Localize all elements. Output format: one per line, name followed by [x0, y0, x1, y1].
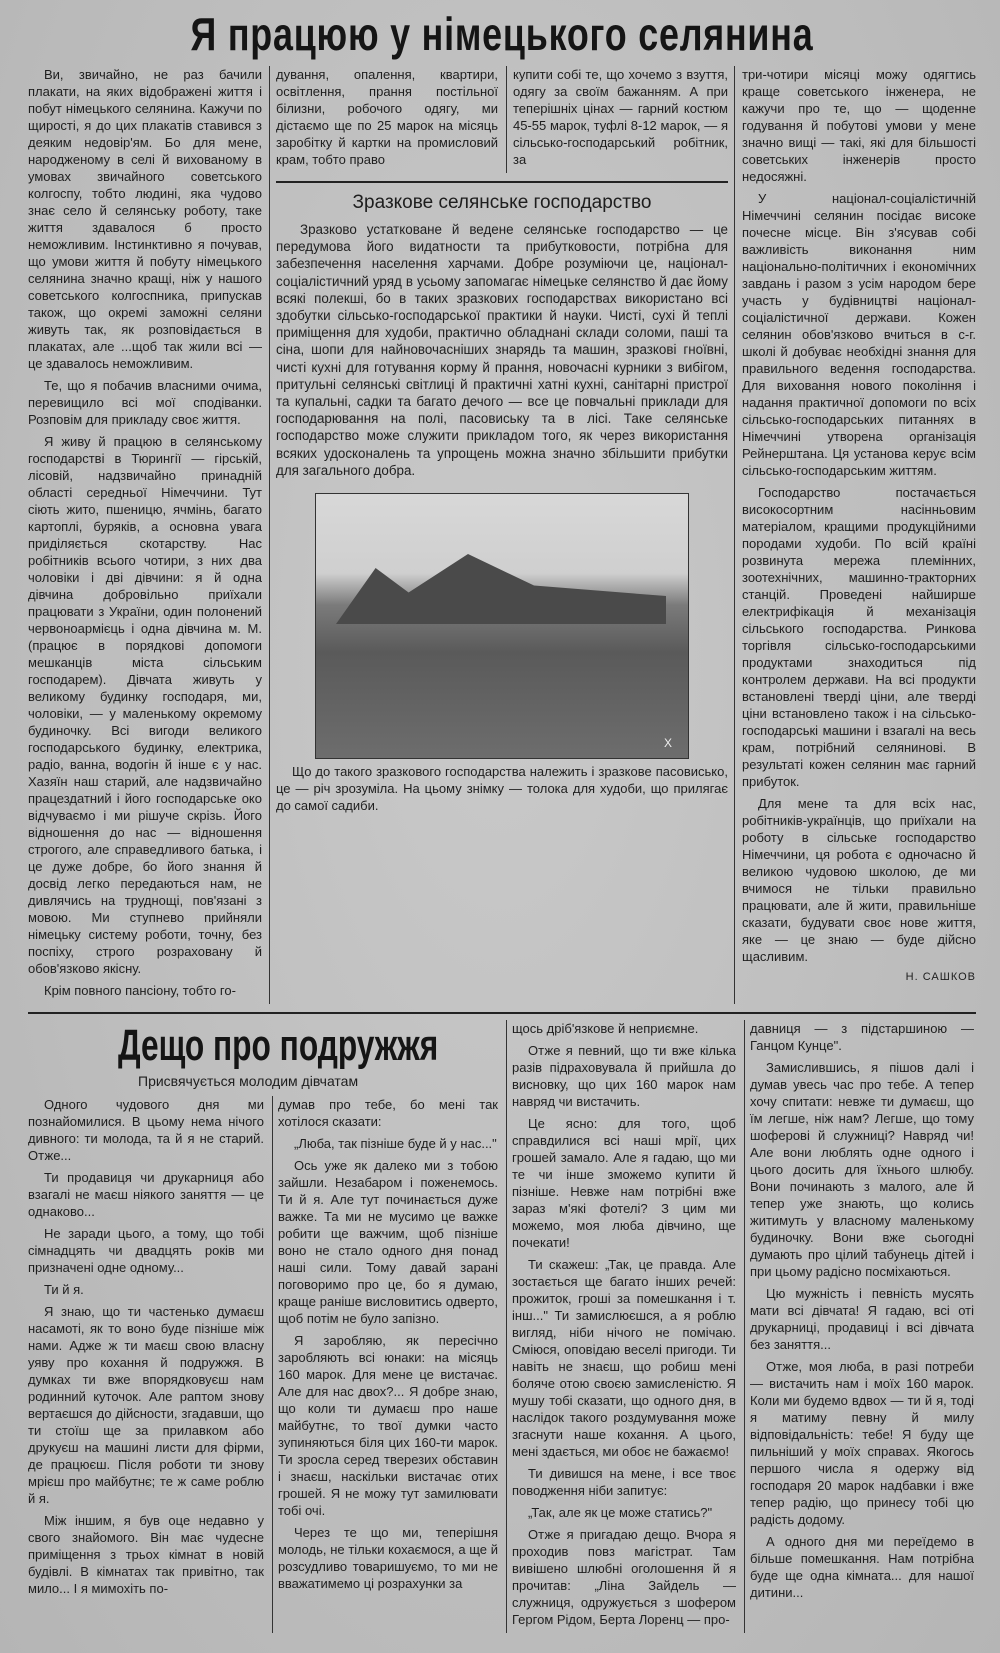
paragraph: Цю мужність і певність мусять мати всі дівчата! Я гадаю, всі оті друкарниці, продавиці і всі дівчата без заняття...: [750, 1286, 974, 1352]
paragraph: Я живу й працюю в селянському господарстві в Тюрингії — гірській, лісовій, надзвичайно принадній області середньої Німеччини. Тут сіють жито, пшеницю, ячмінь, багато картоплі, буряків, а основна увага приділяється скотарству. Нас робітників всього чотири, з них два чоловіки і дві дівчини: я й одна дівчина добровільно приїхали працювати з України, один полонений червоноармієць і одна дівчина м. М. (працює в порядкові допомоги мешканців міста сільським господарем). Дівчата живуть у великому будинку господаря, ми, чоловіки, — у маленькому окремому будиночку. Всі вигоди великого господарського будинку, електрика, радіо, ванна, водогін й інше є у нас. Хазяїн наш старий, але надзвичайно працездатний і його господарське око відчуваємо і ми рішуче скрізь. Його відношення до нас — відношення строгого, але справедливого батька, і це дуже добре, бо його знання й досвід легко передаються нам, не дивлячись на труднощі, пов'язані з мовою. Ми ступнево прийняли німецьку систему роботи, точну, без поспіху, строго розраховану й обов'язково якісну.: [28, 434, 262, 976]
article-column-2: [276, 66, 498, 173]
insert-text: [276, 221, 728, 479]
insert-heading: Зразкове селянське господарство: [352, 192, 652, 213]
paragraph: Ти продавиця чи друкарниця або взагалі не маєш ніякого заняття — це однаково...: [28, 1170, 264, 1219]
article-top-strip: [276, 66, 728, 173]
paragraph: Я знаю, що ти частенько думаєш насамоті, як то воно буде пізніше між нами. Адже ж ти маєш свою власну уяву про кохання й подружжя. В думках ти вже впорядковуєш нам родинний куточок. Але раптом знову вертаєшся до дійсности, згадавши, що ти стоїш ще за прилавком або друкуєш на машині листи для фірми, де працюєш. Після роботи ти знову мрієш про майбутнє; те ж саме роблю й я.: [28, 1304, 264, 1506]
paragraph: купити собі те, що хочемо з взуття, одягу за своїм бажанням. А при теперішніх цінах — гарний костюм 45-55 марок, туфлі 8-12 марок, — я сільсько-господарський робітник, за: [513, 67, 728, 167]
article-column-4-wrap: [742, 66, 976, 1004]
photo-caption: Що до такого зразкового господарства належить і зразкове пасовисько, це — річ зрозуміла. На цьому знімку — толока для худоби, що прилягає до самої садиби.: [276, 764, 728, 814]
paragraph: Ось уже як далеко ми з тобою зайшли. Незабаром і поженемось. Ти й я. Але тут починається дуже важке. Та ми не мусимо це важке робити ще важчим, щоб пізніше воно не стало одного дня понад наші сили. Тому давай зарані поговоримо про це, бо я думаю, краще раніше висловитись одверто, щоб потім не було запізно.: [278, 1158, 498, 1326]
article-column-3: [506, 66, 728, 173]
section-divider: [28, 1012, 976, 1014]
paragraph: Між іншим, я був оце недавно у свого знайомого. Він має чудесне приміщення з трьох кімнат в новій будівлі. В кімнатах так привітно, так мило... І я мимохіть по-: [28, 1513, 264, 1596]
paragraph: Через те що ми, теперішня молодь, не тільки кохаємося, а ще й розсудливо товаришуємо, то ми не вважатимемо ці розрахунки за: [278, 1525, 498, 1591]
article2-subtitle: Присвячується молодим дівчатам: [138, 1073, 359, 1089]
paragraph: Те, що я побачив власними очима, перевищило всі мої сподіванки. Розповім для прикладу своє життя.: [28, 378, 262, 427]
paragraph: Ти дивишся на мене, і все твоє поводження ніби запитує:: [512, 1466, 736, 1498]
paragraph: Крім повного пансіону, тобто го-: [44, 983, 236, 998]
article-title: Я працюю у німецького селянина: [190, 8, 814, 60]
paragraph: Зразково устатковане й ведене селянське господарство — це передумова його видатности та прибутковости, потрібна для забезпечення населення харчами. Добре розуміючи це, націонал-соціалістичний уряд в усьому запомагає німецьке селянство й дає йому всякі полекші, бо в таких зразкових господарствах використано всі здобутки сільсько-господарської практики й науки. Чисті, сухі й теплі приміщення для худоби, практично обладнані склади соломи, паші та сіна, шопи для найновочасніших знарядь та машин, зразкові гноївні, чисті кухні для готування корму й прання, новочасні курники з вибігом, притульні селянські світлиці й практичні хатні кухні, санітарні пристрої та купальні, садки та багато дечого — все це повчальні приклади для господарювання на полі, пасовиську та в лісі. Таке селянське господарство може служити прикладом того, як через використання всяких удосконалень та упрощень можна значно збільшити прибутки для загального добра.: [276, 222, 728, 478]
paragraph: „Так, але як це може статись?": [528, 1505, 713, 1520]
farm-photo: [315, 493, 689, 759]
paragraph: Ви, звичайно, не раз бачили плакати, на яких відображені життя і побут німецького селянина. Кажучи по щирості, я до цих плакатів ставився з деяким недовір'ям. Бо для мене, народженому в селі й вихованому в умовах звичайного советського колгоспу, тобто людині, яка чудово знає село й селянську роботу, таке життя здавалося б просто неможливим. Інстинктивно я почував, що умови життя й побуту німецького селянина значно кращі, ніж у нашого советського колгоспника, припускав також, що окремі заможні селяни живуть так, як розповідається в плакатах, але ...щоб так жили всі — це здавалось неможливим.: [28, 67, 262, 371]
article2-column-1: [28, 1096, 264, 1633]
photo-mark: X: [663, 736, 672, 751]
article2-body: [28, 1020, 976, 1633]
author-signature: Н. САШКОВ: [905, 971, 976, 983]
paragraph: дування, опалення, квартири, освітлення, прання постільної білизни, робочого одягу, ми дістаємо ще по 25 марок на місяць заробітку й картки на промисловий крам, тобто право: [276, 67, 498, 167]
paragraph: У націонал-соціалістичній Німеччині селянин посідає високе почесне місце. Він з'ясував собі важливість виконання ним національно-політичних і економічних завдань і разом з усім народом бере участь у будівництві націонал-соціалістичної держави. Кожен селянин обов'язково вчиться в с-г. школі й добуває необхідні знання для правильного ведення господарства. Для виховання нового покоління і надання практичної допомоги по всіх сільсько-господарських питаннях в Німеччині утворена організація Рейнерштана. Ця установа керує всім сільсько-господарським життям.: [742, 191, 976, 478]
article1-body: [28, 66, 976, 1004]
paragraph: Не заради цього, а тому, що тобі сімнадцять чи двадцять років ми призначені одне одному...: [28, 1226, 264, 1275]
paragraph: Отже, моя люба, в разі потреби — вистачить нам і моїх 160 марок. Коли ми будемо вдвох — ти й я, тоді я матиму певну й милу відповідальність: тебе! Я буду ще пильніший у моїх справах. Якогось першого числа я одержу від господаря 20 марок надбавки і вже тепер радію, що принесу тобі цю радість додому.: [750, 1359, 974, 1527]
article2-header: [28, 1020, 498, 1096]
farm-building-roof: [336, 554, 666, 624]
paragraph: Замислившись, я пішов далі і думав увесь час про тебе. А тепер хочу спитати: невже ти думаєш, що їм легше, ніж нам? Легше, що тому шоферові й служниці? Навряд чи! Але вони люблять одне одного і цього досить для їхнього шлюбу. Вони починають з малого, але й тепер уже знають, що колись житимуть у власному маленькому будиночку. Вони вже сьогодні думають про цілий табунець дітей і при цьому радісно посміхаються.: [750, 1060, 974, 1279]
article-column-4: [742, 66, 976, 965]
paragraph: Для мене та для всіх нас, робітників-українців, що приїхали на роботу в сільське господарство Німеччини, ця робота є одночасно й великою чудовою школою, де ми вчимося не тільки правильно працювати, але й жити, правильніше сказати, будувати своє нове життя, яке — це знаю — буде дійсно щасливим.: [742, 796, 976, 964]
paragraph: давниця — з підстаршиною — Ганцом Кунце".: [750, 1021, 974, 1053]
paragraph: „Люба, так пізніше буде й у нас...": [294, 1136, 497, 1151]
article-column-1: [28, 66, 262, 1004]
article2-column-4: [744, 1020, 974, 1633]
paragraph: Ти скажеш: „Так, це правда. Але зостається ще багато інших речей: прожиток, гроші за помешкання і т. інш..." Ти замислюєшся, а я роблю вигляд, ніби нічого не помічаю. Сміюся, оповідаю веселі пригоди. Ти навіть не знаєш, що робиш мені боляче отою своєю замисленістю. Я мушу тобі сказати, що одного дня, в наслідок такого роздумування може згаснути наше кохання. А цього, мені здається, ми обоє не бажаємо!: [512, 1257, 736, 1459]
paragraph: Я заробляю, як пересічно заробляють всі юнаки: на місяць 160 марок. Для мене це вистачає. Але для нас двох?... Я добре знаю, що коли ти думаєш про наше майбутнє, то твої думки часто зупиняються біля цих 160-ти марок. Ти зросла серед тверезих обставин і знаєш, наскільки вистачає отих грошей. Я не можу тут замилювати тобі очі.: [278, 1333, 498, 1518]
paragraph: Господарство постачається високосортним насінньовим матеріалом, кращими продукційними породами худоби. По всій країні розвинута мережа племінних, зоотехнічних, машинно-тракторних станцій. Проведені найширше електрифікація й механізація сільського господарства. Ринкова торгівля сільсько-господарськими продуктами знаходиться під контролем держави. На всі продукти встановлені тверді ціни, але тверді ціни встановлено також і на сільсько-господарські машини і взагалі на весь крам, потрібний селянинові. В результаті кожен селянин має гарний прибуток.: [742, 485, 976, 789]
paragraph: три-чотири місяці можу одягтись краще советського інженера, не кажучи про те, що — щоденне годування й побутові умови у мене значно вищі — такі, які для більшості советських інженерів просто недосяжні.: [742, 67, 976, 184]
paragraph: думав про тебе, бо мені так хотілося сказати:: [278, 1097, 498, 1129]
article-middle: [269, 66, 735, 1004]
paragraph: Це ясно: для того, щоб справдилися всі наші мрії, цих грошей замало. Але я гадаю, що ми те чи інше зможемо купити й пізніше. Невже нам потрібні вже зараз м'які фотелі? З цим ми можемо, моя люба дівчино, ще почекати!: [512, 1116, 736, 1250]
paragraph: щось дріб'язкове й неприємне.: [512, 1021, 699, 1036]
insert-rule: [276, 181, 728, 183]
paragraph: Отже я пригадаю дещо. Вчора я проходив повз магістрат. Там вивішено шлюбні оголошення й я прочитав: „Ліна Зайдель — служниця, одружується з шофером Гергом Рідом, Берта Лоренц — про-: [512, 1527, 736, 1627]
article2-column-3: [506, 1020, 736, 1633]
paragraph: Ти й я.: [44, 1282, 84, 1297]
article2-title: Дещо про подружжя: [118, 1021, 439, 1070]
paragraph: А одного дня ми переїдемо в більше помешкання. Нам потрібна буде ще одна кімната... для нашої дитини...: [750, 1534, 974, 1600]
paragraph: Одного чудового дня ми познайомилися. В цьому нема нічого дивного: ти молода, та й я не старий. Отже...: [28, 1097, 264, 1163]
paragraph: Отже я певний, що ти вже кілька разів підраховувала й прийшла до висновку, що цих 160 марок нам навряд чи вистачить.: [512, 1043, 736, 1109]
article2-column-2: [272, 1096, 498, 1633]
